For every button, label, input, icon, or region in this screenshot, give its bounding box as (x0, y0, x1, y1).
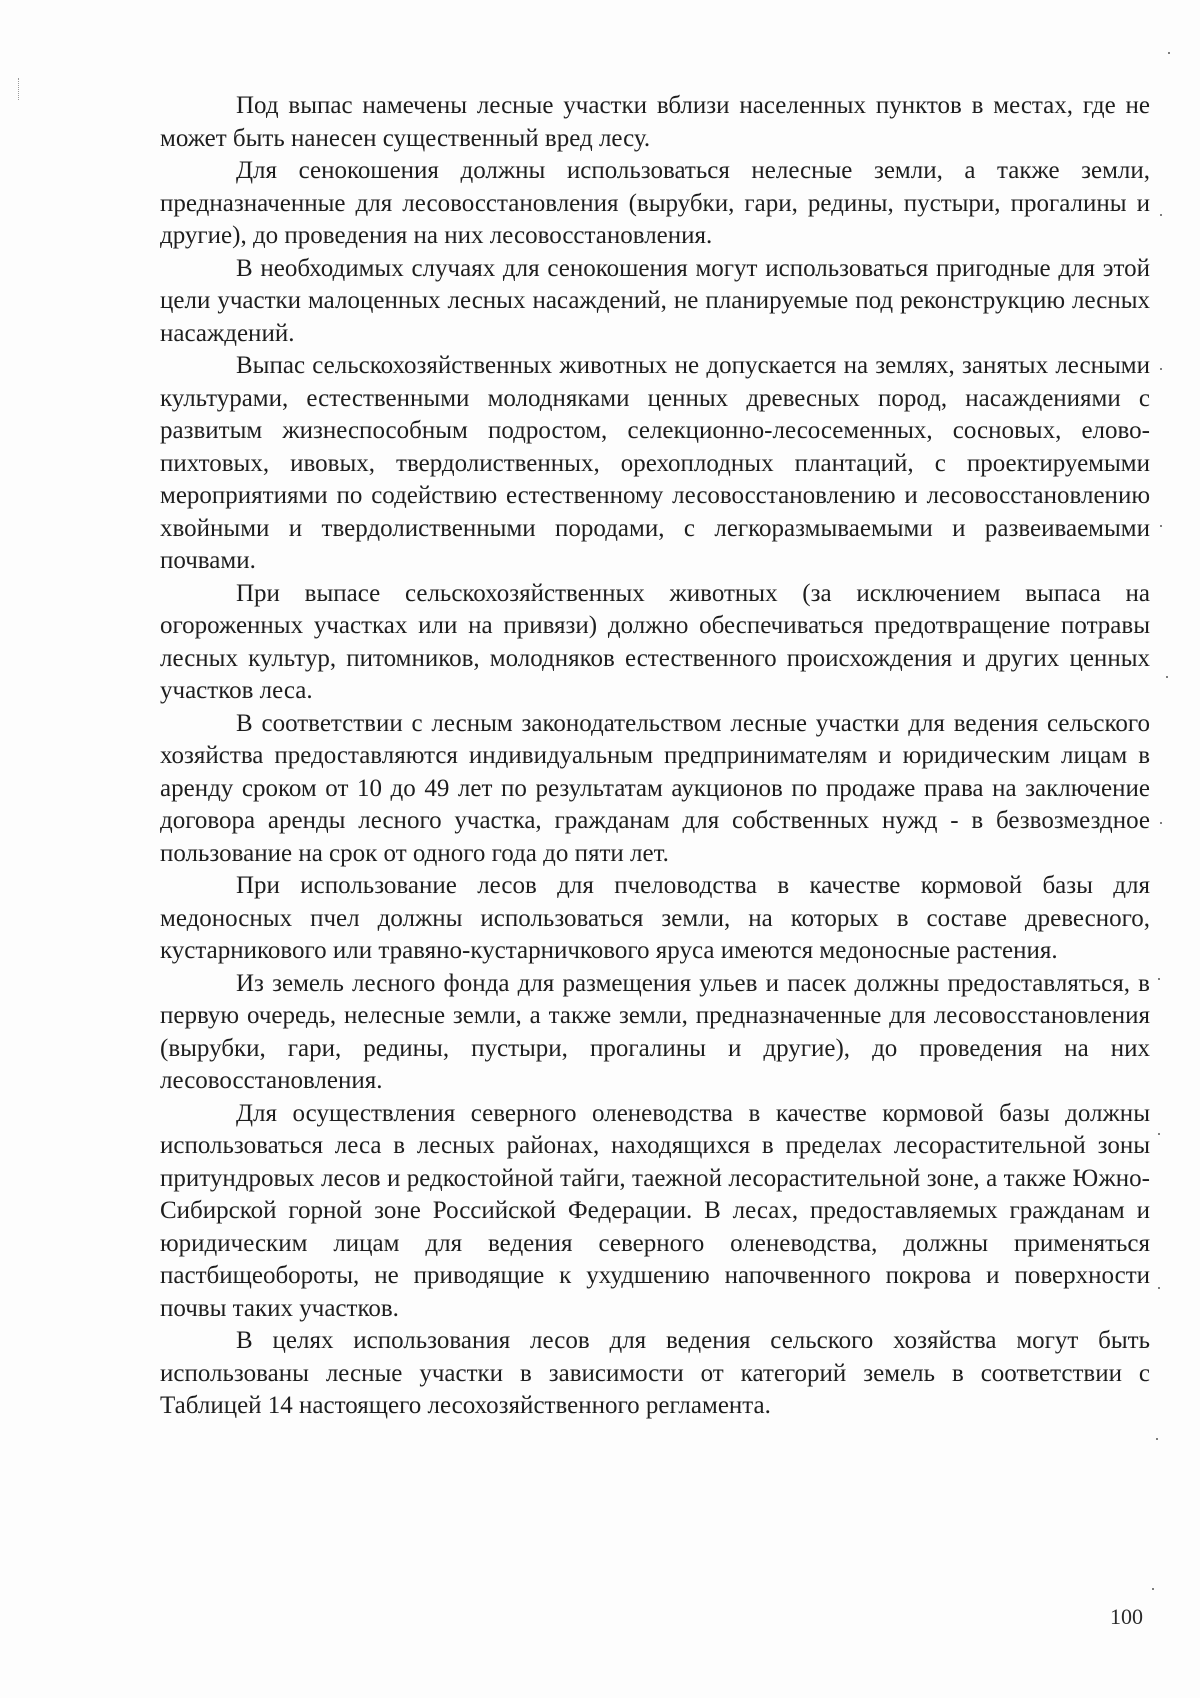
paragraph-haymaking-low-value: В необходимых случаях для сенокошения могут использоваться пригодные для этой цели участки малоценных лесных насаждений, не планируемые под реконструкцию лесных насаждений. (160, 254, 1150, 347)
paragraph-grazing-restrictions: Выпас сельскохозяйственных животных не допускается на землях, занятых лесными культурами, естественными молодняками ценных древесных пород, насаждениями с развитым жизнеспособным подростом, селекционно-лесосеменных, сосновых, елово-пихтовых, ивовых, твердолиственных, орехоплодных плантаций, с проектируемыми мероприятиями по содействию естественному лесовосстановлению и лесовосстановлению хвойными и твердолиственными породами, с легкоразмываемыми и развеиваемыми почвами. (160, 352, 1150, 574)
scan-speck (1160, 214, 1162, 216)
scan-edge-mark (18, 78, 20, 100)
scan-speck (1152, 1588, 1154, 1590)
scan-speck (1160, 368, 1162, 370)
paragraph-lease-terms: В соответствии с лесным законодательством лесные участки для ведения сельского хозяйства предоставляются индивидуальным предпринимателям и юридическим лицам в аренду сроком от 10 до 49 лет по результатам аукционов по продаже права на заключение договора аренды лесного участка, гражданам для собственных нужд - в безвозмездное пользование на срок от одного года до пяти лет. (160, 709, 1150, 867)
scan-speck (1156, 1438, 1158, 1440)
body-text (160, 90, 1150, 1423)
scan-speck (1158, 978, 1160, 980)
paragraph-haymaking-lands: Для сенокошения должны использоваться нелесные земли, а также земли, предназначенные для лесовосстановления (вырубки, гари, редины, пустыри, прогалины и другие), до проведения на них лесовосстановления. (160, 157, 1150, 249)
paragraph-table-reference: В целях использования лесов для ведения сельского хозяйства могут быть использованы лесные участки в зависимости от категорий земель в соответствии с Таблицей 14 настоящего лесохозяйственного регламента. (160, 1327, 1150, 1419)
paragraph-grazing-protection: При выпасе сельскохозяйственных животных (за исключением выпаса на огороженных участках или на привязи) должно обеспечиваться предотвращение потравы лесных культур, питомников, молодняков естественного происхождения и других ценных участков леса. (160, 579, 1150, 704)
paragraph-apiaries: Из земель лесного фонда для размещения ульев и пасек должны предоставляться, в первую очередь, нелесные земли, а также земли, предназначенные для лесовосстановления (вырубки, гари, редины, пустыри, прогалины и другие), до проведения на них лесовосстановления. (160, 969, 1150, 1094)
paragraph-grazing-areas: Под выпас намечены лесные участки вблизи населенных пунктов в местах, где не может быть нанесен существенный вред лесу. (160, 92, 1150, 152)
scan-speck (1168, 52, 1170, 54)
scan-speck (1160, 525, 1162, 527)
paragraph-reindeer-herding: Для осуществления северного оленеводства в качестве кормовой базы должны использоваться леса в лесных районах, находящихся в пределах лесорастительной зоны притундровых лесов и редкостойной тайги, таежной лесорастительной зоне, а также Южно-Сибирской горной зоне Российской Федерации. В лесах, предоставляемых гражданам и юридическим лицам для ведения северного оленеводства, должны применяться пастбищеобороты, не приводящие к ухудшению напочвенного покрова и поверхности почвы таких участков. (160, 1099, 1150, 1322)
paragraph-beekeeping: При использование лесов для пчеловодства в качестве кормовой базы для медоносных пчел должны использоваться земли, на которых в составе древесного, кустарникового или травяно-кустарничкового яруса имеются медоносные растения. (160, 872, 1150, 964)
scan-speck (1158, 1287, 1160, 1289)
scan-speck (1158, 1133, 1160, 1135)
scan-speck (1160, 822, 1162, 824)
page-number: 100 (1110, 1604, 1143, 1629)
scan-speck (1166, 676, 1168, 678)
